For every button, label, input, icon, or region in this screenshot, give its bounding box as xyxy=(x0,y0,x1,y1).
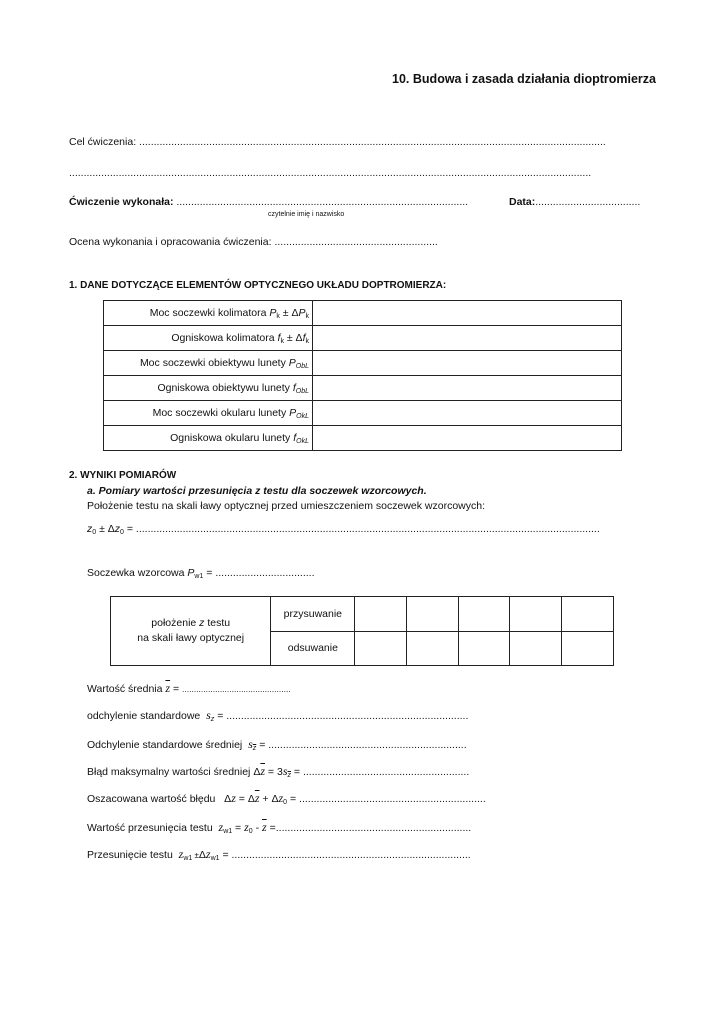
value-cell[interactable] xyxy=(313,301,622,326)
mode-approach: przysuwanie xyxy=(271,597,355,632)
esterr-field[interactable]: = ................................................................ xyxy=(290,793,486,805)
performed-label: Ćwiczenie wykonała: xyxy=(69,196,174,208)
mean-field[interactable]: .............................................. xyxy=(182,684,291,694)
goal-field-line2[interactable]: ................................................................................................................................................................................... xyxy=(69,167,592,179)
position-text: Położenie testu na skali ławy optycznej przed umieszczeniem soczewek wzorcowych: xyxy=(87,500,486,512)
section2-heading: 2. WYNIKI POMIARÓW xyxy=(69,470,177,481)
value-cell[interactable] xyxy=(313,426,622,451)
shift-row: Wartość przesunięcia testu $zw1 = z0 - \overline{z}$ =................................................................... xyxy=(87,820,472,835)
row-label: Moc soczewki obiektywu lunety $P_{ObL}$ xyxy=(104,351,313,376)
performed-row xyxy=(69,196,468,208)
row-label: Moc soczewki kolimatora Pk ± ΔPk xyxy=(104,301,313,326)
measurement-cell[interactable] xyxy=(407,631,459,666)
section1-heading: 1. DANE DOTYCZĄCE ELEMENTÓW OPTYCZNEGO UKŁADU DOPTROMIERZA: xyxy=(69,280,447,291)
measurement-cell[interactable] xyxy=(355,631,407,666)
measurement-cell[interactable] xyxy=(407,597,459,632)
lens-field[interactable]: .................................. xyxy=(215,567,315,579)
lens-row: Soczewka wzorcowa Pw1 = .................................. xyxy=(87,567,315,580)
goal-label: Cel ćwiczenia: xyxy=(69,136,137,148)
date-field[interactable]: .................................... xyxy=(535,196,641,208)
value-cell[interactable] xyxy=(313,376,622,401)
row-label: Moc soczewki okularu lunety $P_{OkL}$ xyxy=(104,401,313,426)
std-row: odchylenie standardowe $s_z$ = ................................................................................... xyxy=(87,708,469,723)
table-row xyxy=(104,351,622,376)
measurement-cell[interactable] xyxy=(510,631,562,666)
table-row xyxy=(104,326,622,351)
optics-table xyxy=(103,300,622,451)
goal-row xyxy=(69,136,606,148)
row-label: Ogniskowa kolimatora fk ± Δfk xyxy=(104,326,313,351)
goal-field[interactable]: ................................................................................................................................................................ xyxy=(139,136,606,148)
value-cell[interactable] xyxy=(313,351,622,376)
table-row xyxy=(104,401,622,426)
date-label: Data: xyxy=(509,196,536,208)
measurement-cell[interactable] xyxy=(562,597,614,632)
maxerr-field[interactable]: = ......................................................... xyxy=(293,766,470,778)
position-header: położenie z testu na skali ławy optycznej xyxy=(111,597,271,666)
measurement-cell[interactable] xyxy=(458,631,510,666)
grade-field[interactable]: ........................................................ xyxy=(274,236,438,248)
date-row xyxy=(509,196,640,208)
measurement-table xyxy=(110,596,614,666)
shifttest-field[interactable]: = .................................................................................. xyxy=(222,849,471,861)
z0-row: z0 ± Δz0 = ............................................................................................................................................................... xyxy=(87,523,600,536)
stdmean-field[interactable]: = .................................................................... xyxy=(259,739,467,751)
value-cell[interactable] xyxy=(313,401,622,426)
grade-label: Ocena wykonania i opracowania ćwiczenia: xyxy=(69,236,272,248)
row-label: Ogniskowa okularu lunety $f_{OkL}$ xyxy=(104,426,313,451)
performed-hint: czytelnie imię i nazwisko xyxy=(268,211,345,218)
value-cell[interactable] xyxy=(313,326,622,351)
grade-row xyxy=(69,236,438,248)
std-field[interactable]: = ................................................................................... xyxy=(217,710,469,722)
measurement-cell[interactable] xyxy=(355,597,407,632)
section2-subheading-a: a. Pomiary wartości przesunięcia z testu dla soczewek wzorcowych. xyxy=(87,485,427,497)
stdmean-row: Odchylenie standardowe średniej $s_{\overline{z}}$ = .................................................................... xyxy=(87,737,467,752)
z0-field[interactable]: ............................................................................................................................................................... xyxy=(135,523,600,535)
maxerr-row: Błąd maksymalny wartości średniej $\Delta\overline{z} = 3s_{\overline{z}}$ = ......................................................... xyxy=(87,764,470,779)
mean-row: Wartość średnia $\overline{z}$ = .............................................. xyxy=(87,681,291,695)
table-row xyxy=(104,301,622,326)
table-row xyxy=(104,426,622,451)
measurement-cell[interactable] xyxy=(510,597,562,632)
page-title: 10. Budowa i zasada działania dioptromierza xyxy=(392,72,656,86)
performed-field[interactable]: .................................................................................................... xyxy=(176,196,469,208)
measurement-cell[interactable] xyxy=(458,597,510,632)
table-row xyxy=(104,376,622,401)
shifttest-row: Przesunięcie testu zw1 ±Δzw1 = .................................................................................. xyxy=(87,847,471,862)
esterr-row: Oszacowana wartość błędu $\Delta z = \Delta\overline{z} + \Delta z0$ = ................................................................ xyxy=(87,791,486,806)
shift-field[interactable]: =................................................................... xyxy=(269,822,472,834)
measurement-cell[interactable] xyxy=(562,631,614,666)
mode-retract: odsuwanie xyxy=(271,631,355,666)
table-row xyxy=(111,597,614,632)
row-label: Ogniskowa obiektywu lunety $f_{ObL}$ xyxy=(104,376,313,401)
